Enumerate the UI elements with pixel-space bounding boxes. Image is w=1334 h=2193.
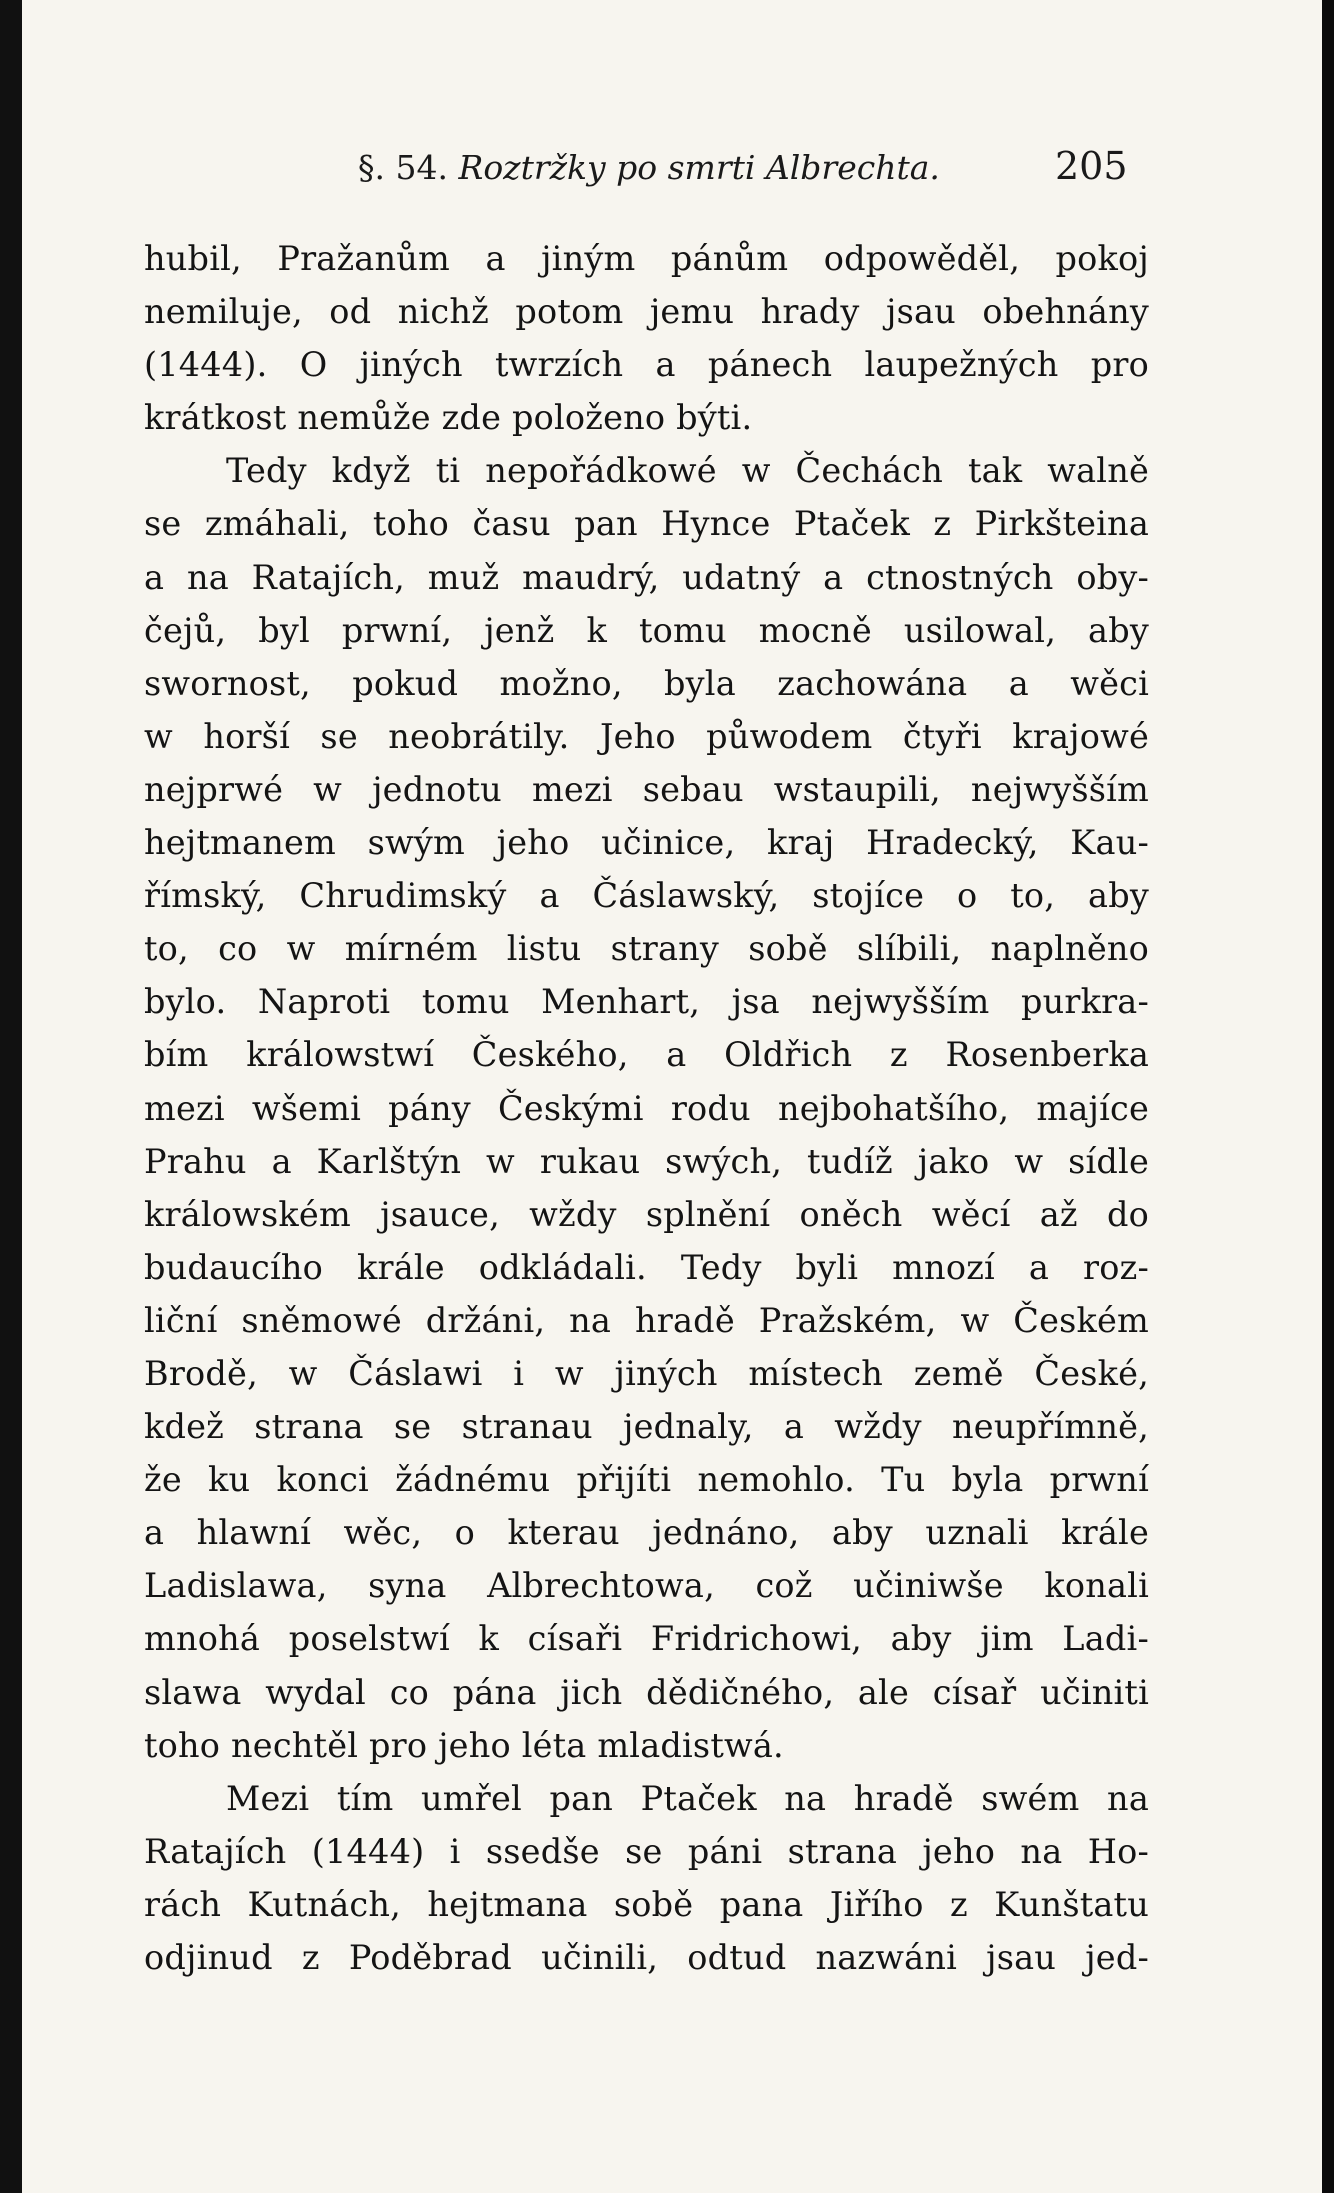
page-header: [22, 144, 1322, 198]
text-line: hubil, Pražanům a jiným pánům odpowěděl, pokoj: [144, 239, 1149, 278]
text-line: kdež strana se stranau jednaly, a wždy neupřímně,: [144, 1407, 1149, 1447]
text-line: že ku konci žádnému přijíti nemohlo. Tu byla prwní: [144, 1460, 1149, 1500]
text-line: Ratajích (1444) i ssedše se páni strana jeho na Ho-: [144, 1831, 1149, 1871]
text-line: a hlawní wěc, o kterau jednáno, aby uznali krále: [144, 1513, 1149, 1553]
text-line: swornost, pokud možno, byla zachowána a wěci: [144, 663, 1149, 703]
book-page: [22, 0, 1322, 2193]
text-line: to, co w mírném listu strany sobě slíbili, naplněno: [144, 929, 1149, 969]
text-line: w horší se neobrátily. Jeho půwodem čtyři krajowé: [144, 716, 1149, 756]
text-line: mnohá poselstwí k císaři Fridrichowi, aby jim Ladi-: [144, 1619, 1149, 1659]
text-line: římský, Chrudimský a Čáslawský, stojíce o to, aby: [144, 876, 1149, 916]
text-line: liční sněmowé držáni, na hradě Pražském, w Českém: [144, 1300, 1149, 1340]
running-title: Roztržky po smrti Albrechta.: [458, 148, 940, 187]
text-line: bím králowstwí Českého, a Oldřich z Rosenberka: [144, 1035, 1149, 1075]
text-line: slawa wydal co pána jich dědičného, ale císař učiniti: [144, 1672, 1149, 1712]
text-line: nejprwé w jednotu mezi sebau wstaupili, nejwyšším: [144, 769, 1149, 809]
body-text: [144, 232, 1149, 1984]
text-line: krátkost nemůže zde položeno býti.: [144, 398, 753, 438]
text-line: hejtmanem swým jeho učinice, kraj Hradecký, Kau-: [144, 823, 1149, 863]
text-line: nemiluje, od nichž potom jemu hrady jsau obehnány: [144, 292, 1149, 332]
text-line: čejů, byl prwní, jenž k tomu mocně usilowal, aby: [144, 610, 1149, 650]
text-line: Ladislawa, syna Albrechtowa, což učiniwše konali: [144, 1566, 1149, 1606]
text-line: Tedy když ti nepořádkowé w Čechách tak walně: [226, 451, 1149, 491]
running-head: [358, 148, 940, 187]
text-line: se zmáhali, toho času pan Hynce Ptaček z Pirkšteina: [144, 504, 1149, 544]
text-line: a na Ratajích, muž maudrý, udatný a ctnostných oby-: [144, 557, 1149, 597]
text-line: toho nechtěl pro jeho léta mladistwá.: [144, 1725, 784, 1765]
page-number: 205: [1055, 144, 1128, 188]
text-line: mezi wšemi pány Českými rodu nejbohatšího, majíce: [144, 1088, 1149, 1128]
text-line: odjinud z Poděbrad učinili, odtud nazwáni jsau jed-: [144, 1938, 1149, 1977]
text-line: Mezi tím umřel pan Ptaček na hradě swém na: [226, 1778, 1149, 1818]
book-spine-shadow: [0, 0, 22, 2193]
text-line: (1444). O jiných twrzích a pánech laupežných pro: [144, 345, 1149, 385]
text-line: bylo. Naproti tomu Menhart, jsa nejwyšším purkra-: [144, 982, 1149, 1022]
section-number: §. 54.: [358, 148, 448, 187]
text-line: budaucího krále odkládali. Tedy byli mnozí a roz-: [144, 1247, 1149, 1287]
text-line: Prahu a Karlštýn w rukau swých, tudíž jako w sídle: [144, 1141, 1149, 1181]
text-line: rách Kutnách, hejtmana sobě pana Jiřího z Kunštatu: [144, 1884, 1149, 1924]
text-line: Brodě, w Čáslawi i w jiných místech země České,: [144, 1353, 1149, 1393]
text-line: králowském jsauce, wždy splnění oněch wěcí až do: [144, 1194, 1149, 1234]
